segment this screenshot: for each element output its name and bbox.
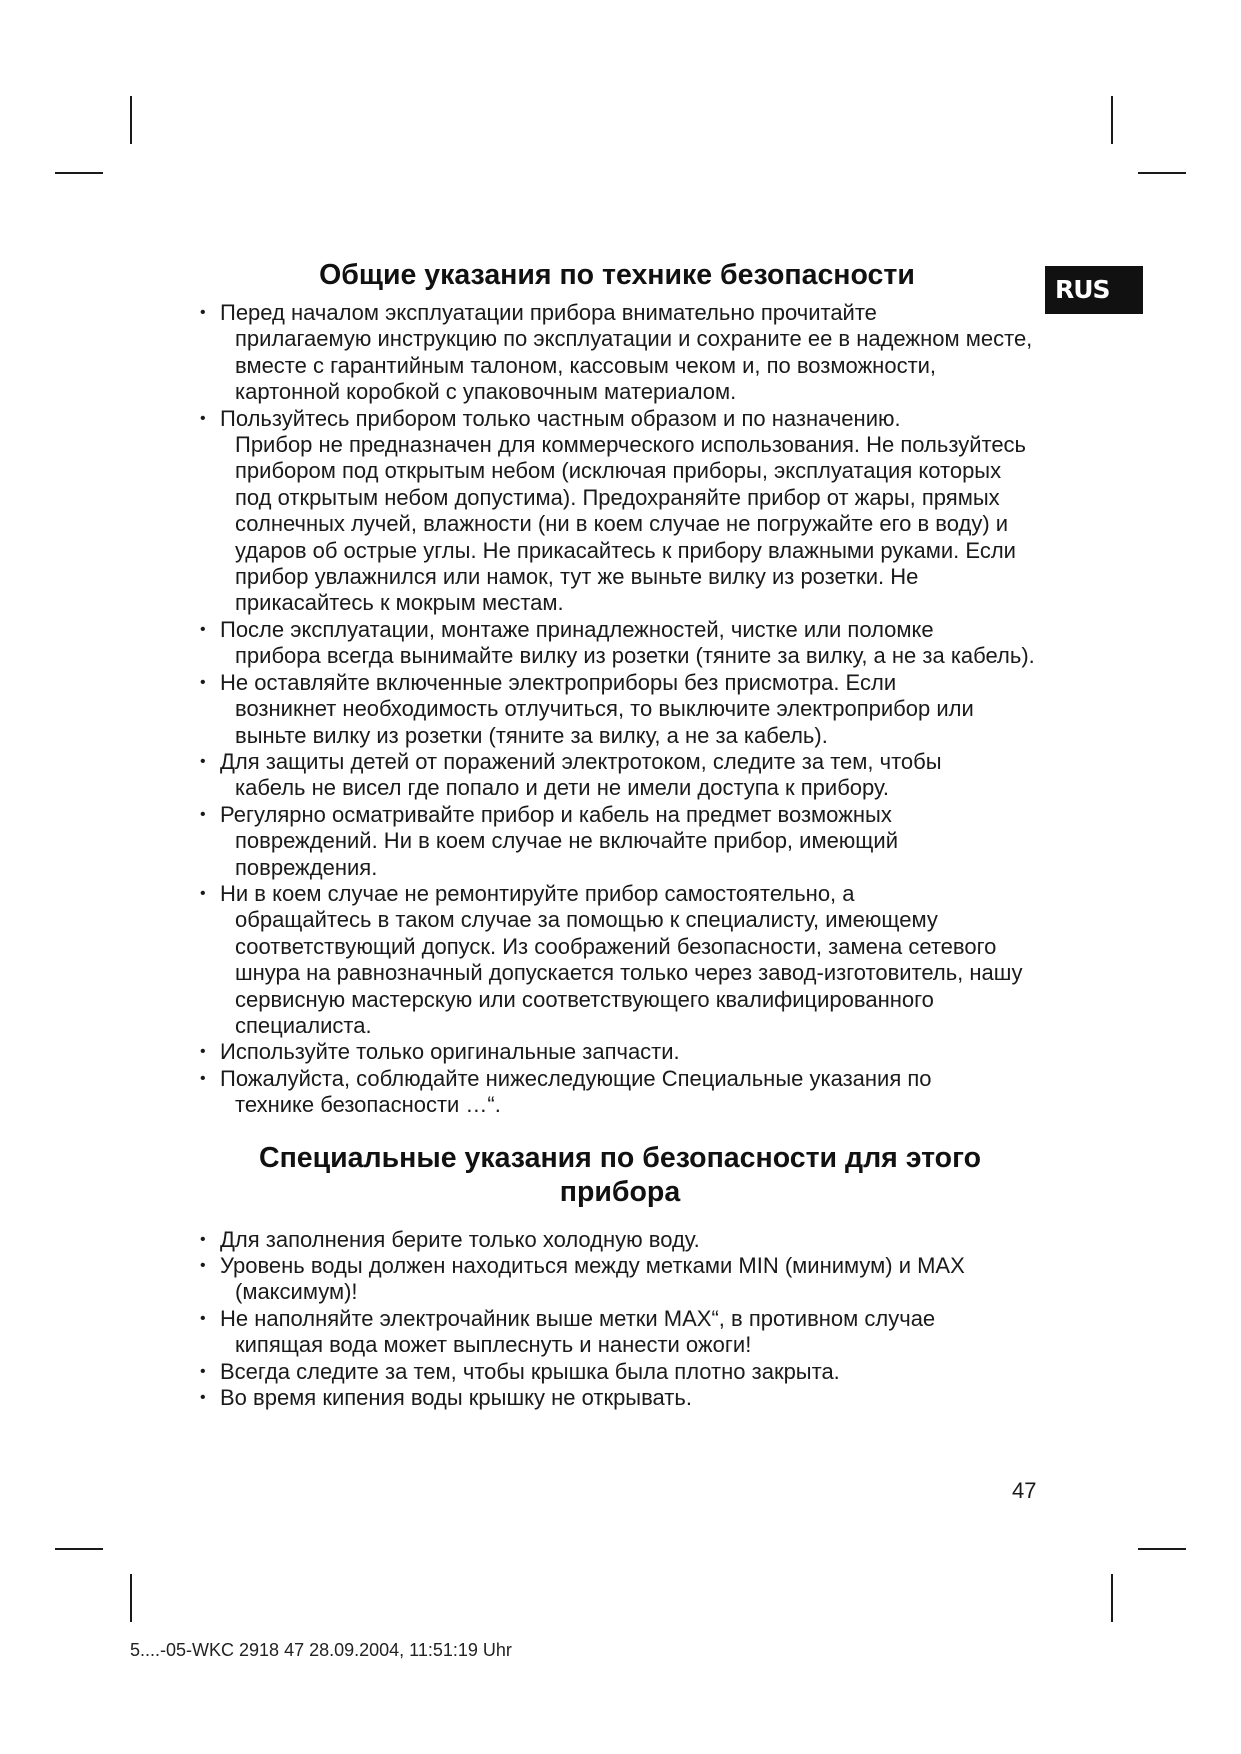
list-item: • Ни в коем случае не ремонтируйте прибор самостоятельно, а обращайтесь в таком случае за помощью к специалисту, имеющему соответствующий допуск. Из соображений безопасности, замена сетевого шнура на равнозначный допускается только через завод-изготовитель, нашу сервисную мастерскую или соответствующего квалифицированного специалиста.: [200, 881, 1040, 1039]
page-number: 47: [1012, 1478, 1037, 1503]
device-safety-list: [200, 1227, 1040, 1412]
section-title-device-safety: Специальные указания по безопасности для этого прибора: [259, 1141, 981, 1208]
list-item: • Для заполнения берите только холодную воду.: [200, 1227, 1040, 1253]
crop-mark: [1111, 1574, 1113, 1622]
list-item: • Уровень воды должен находиться между метками MIN (минимум) и MAX (максимум)!: [200, 1253, 1040, 1306]
page-content: [200, 258, 1040, 1411]
list-item: • После эксплуатации, монтаже принадлежностей, чистке или поломке прибора всегда вынимайте вилку из розетки (тяните за вилку, а не за кабель).: [200, 617, 1040, 670]
general-safety-list: [200, 300, 1040, 1119]
language-tab: RUS: [1045, 266, 1143, 314]
print-footer: 5....-05-WKC 2918 47 28.09.2004, 11:51:19 Uhr: [130, 1640, 512, 1660]
list-item: • Не наполняйте электрочайник выше метки MAX“, в противном случае кипящая вода может выплеснуть и нанести ожоги!: [200, 1306, 1040, 1359]
list-item: • Используйте только оригинальные запчасти.: [200, 1039, 1040, 1065]
crop-mark: [55, 172, 103, 174]
list-item: • Пожалуйста, соблюдайте нижеследующие Специальные указания по технике безопасности …“.: [200, 1066, 1040, 1119]
section-title-general-safety: Общие указания по технике безопасности: [319, 259, 915, 291]
crop-mark: [1111, 96, 1113, 144]
crop-mark: [130, 1574, 132, 1622]
crop-mark: [55, 1548, 103, 1550]
crop-mark: [130, 96, 132, 144]
list-item: • Не оставляйте включенные электроприборы без присмотра. Если возникнет необходимость отлучиться, то выключите электроприбор или выньте вилку из розетки (тяните за вилку, а не за кабель).: [200, 670, 1040, 749]
list-item: • Во время кипения воды крышку не открывать.: [200, 1385, 1040, 1411]
list-item: • Пользуйтесь прибором только частным образом и по назначению. Прибор не предназначен для коммерческого использования. Не пользуйтесь прибором под открытым небом (исключая приборы, эксплуатация которых под открытым небом допустима). Предохраняйте прибор от жары, прямых солнечных лучей, влажности (ни в коем случае не погружайте его в воду) и ударов об острые углы. Не прикасайтесь к прибору влажными руками. Если прибор увлажнился или намок, тут же выньте вилку из розетки. Не прикасайтесь к мокрым местам.: [200, 406, 1040, 617]
list-item: • Всегда следите за тем, чтобы крышка была плотно закрыта.: [200, 1359, 1040, 1385]
crop-mark: [1138, 172, 1186, 174]
list-item: • Регулярно осматривайте прибор и кабель на предмет возможных повреждений. Ни в коем случае не включайте прибор, имеющий повреждения.: [200, 802, 1040, 881]
crop-mark: [1138, 1548, 1186, 1550]
list-item: • Перед началом эксплуатации прибора внимательно прочитайте прилагаемую инструкцию по эксплуатации и сохраните ее в надежном месте, вместе с гарантийным талоном, кассовым чеком и, по возможности, картонной коробкой с упаковочным материалом.: [200, 300, 1040, 406]
list-item: • Для защиты детей от поражений электротоком, следите за тем, чтобы кабель не висел где попало и дети не имели доступа к прибору.: [200, 749, 1040, 802]
